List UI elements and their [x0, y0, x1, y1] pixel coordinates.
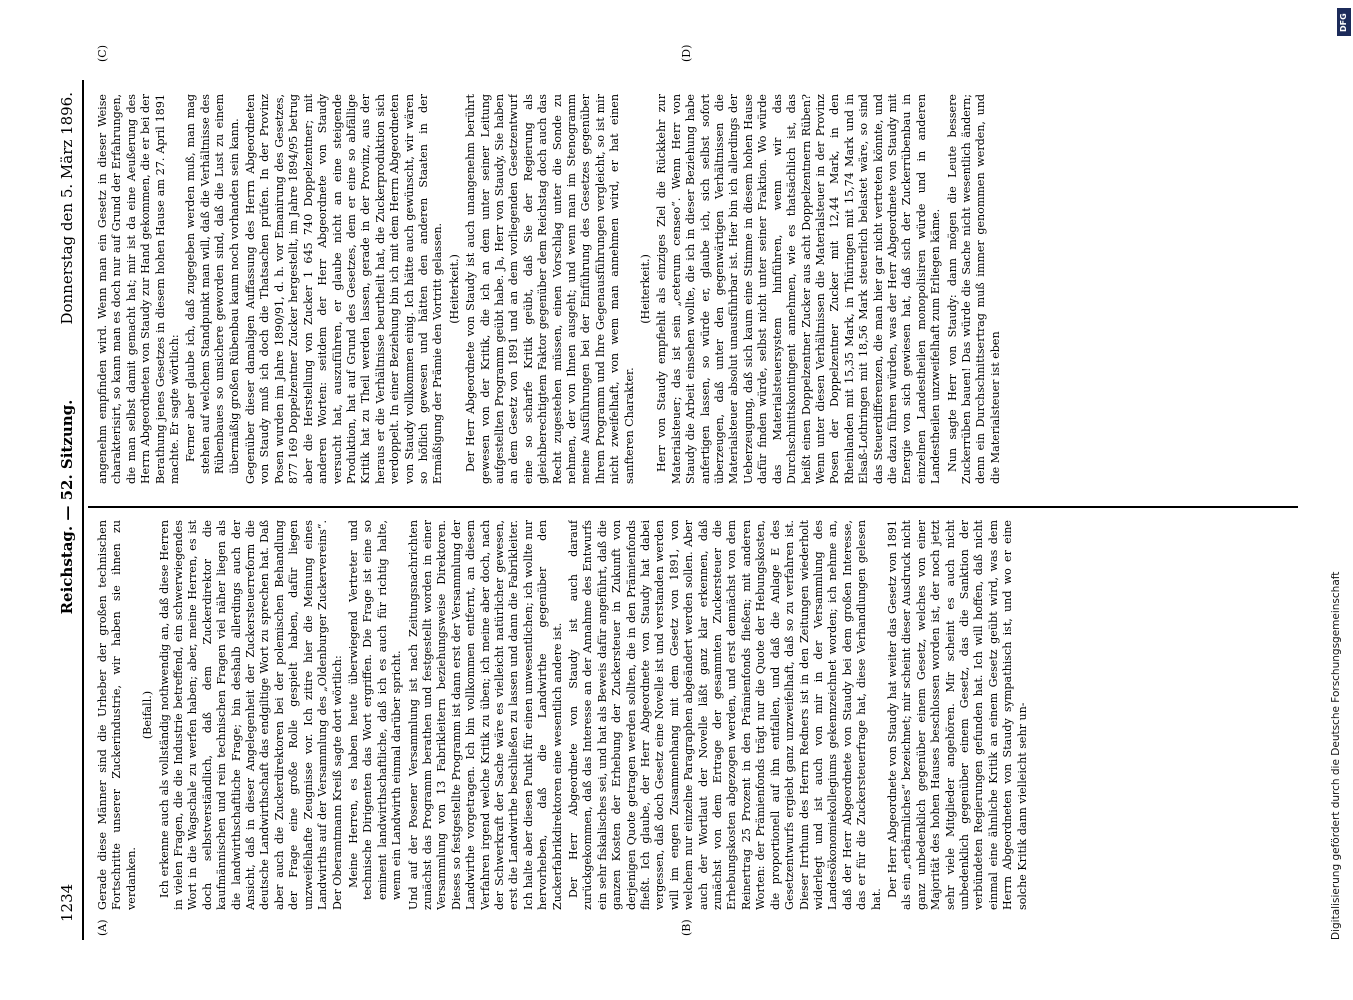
- session-title: Reichstag. — 52. Sitzung.: [58, 399, 76, 615]
- dfg-logo: [1337, 8, 1351, 36]
- interjection: (Heiterkeit.): [639, 254, 653, 324]
- running-header: [58, 92, 80, 922]
- right-text-column: [96, 94, 1296, 484]
- left-text-column: [96, 520, 1296, 910]
- session-date: Donnerstag den 5. März 1896.: [58, 92, 76, 325]
- header-rule: [82, 80, 84, 940]
- page-number: 1234: [58, 883, 76, 922]
- margin-marker-d: (D): [680, 44, 693, 62]
- paragraph: Ich erkenne auch als vollständig nothwendig an, daß diese Herren in vielen Fragen, die die Industrie betreffend, ein schwerwiegendes Wort in die Wagschale zu werfen haben; aber, meine Herren, es ist doch selbstverständlich, daß dem Zuckerdirektor die kaufmännischen und rein technischen Fragen viel näher liegen als die landwirthschaftliche Frage; bin deshalb allerdings auch der Ansicht, daß in dieser Angelegenheit der Zuckersteuerreform die deutsche Landwirthschaft das endgiltige Wort zu sprechen hat. Daß aber auch die Zuckerdirektoren bei der polemischen Behandlung der Frage eine große Rolle gespielt haben, dafür liegen unzweifelhafte Zeugnisse vor. Ich zitire hier die Meinung eines Landwirths auf der Versammlung des „Oldenburger Zuckervereins“. Der Oberamtmann Kreiß sagte dort wörtlich:: [157, 520, 344, 910]
- paragraph: Gerade diese Männer sind die Urheber der großen technischen Fortschritte unserer Zuckerindustrie, wir haben sie ihnen zu verdanken.: [96, 520, 138, 910]
- paragraph: Der Herr Abgeordnete von Staudy ist auch darauf zurückgekommen, daß das Interesse an der Annahme des Entwurfs ein sehr fiskalisches sei, und hat als Beweis dafür angeführt, daß die ganzen Kosten der Erhebung der Zuckersteuer in Zukunft von derjenigen Quote getragen werden sollten, die in den Prämienfonds fließt. Ich glaube, der Herr Abgeordnete von Staudy hat dabei vergessen, daß doch Gesetz eine Novelle ist und verstanden werden will im engen Zusammenhang mit dem Gesetz von 1891, von welchem nur einzelne Paragraphen abgeändert werden sollen. Aber auch der Wortlaut der Novelle läßt ganz klar erkennen, daß zunächst von dem Ertrage der gesammten Zuckersteuer die Erhebungskosten abgezogen werden, und erst demnächst von dem Reinertrag 25 Prozent in den Prämienfonds fließen; mit anderen Worten: der Prämienfonds trägt nur die Quote der Hebungskosten, die proportionell auf ihn entfallen, und daß die Anlage E des Gesetzentwurfs ergiebt ganz unzweifelhaft, daß so zu verfahren ist. Dieser Irrthum des Herrn Redners ist in den Zeitungen wiederholt widerlegt und ist auch von mir in der Versammlung des Landesökonomiekollegiums gekennzeichnet worden; ich nehme an, daß der Herr Abgeordnete von Staudy bei dem großen Interesse, das er für die Zuckersteuerfrage hat, diese Verhandlungen gelesen hat.: [567, 520, 883, 910]
- paragraph: Meine Herren, es haben heute überwiegend Vertreter und technische Dirigenten das Wort ergriffen. Die Frage ist eine so eminent landwirthschaftliche, daß ich es auch für richtig halte, wenn ein Landwirth einmal darüber spricht.: [346, 520, 404, 900]
- margin-marker-b: (B): [680, 919, 693, 936]
- paragraph: Der Herr Abgeordnete von Staudy ist auch unangenehm berührt gewesen von der Kritik, die ich an dem unter seiner Leitung aufgestellten Programm geübt habe. Ja, Herr von Staudy, Sie haben an dem Gesetz von 1891 und an dem vorliegenden Gesetzentwurf eine so scharfe Kritik geübt, daß Sie der Regierung als gleichberechtigtem Faktor gegenüber dem Reichstag doch auch das Recht zugestehen müssen, einen Vorschlag unter die Sonde zu nehmen, der von Ihnen ausgeht; und wenn man im Stenogramm meine Ausführungen bei der Einführung des Gesetzes gegenüber Ihrem Programm und Ihre Gegenausführungen vergleicht, so ist mir nicht zweifelhaft, von wem man annehmen wird, er hat einen sanfteren Charakter.: [464, 94, 636, 484]
- paragraph: Herr von Staudy empfiehlt als einziges Ziel die Rückkehr zur Materialsteuer; das ist sein „ceterum censeo“. Wenn Herr von Staudy die Arbeit einsehen wollte, die ich in dieser Beziehung habe anfertigen lassen, so würde er, glaube ich, sich selbst sofort überzeugen, daß unter den gegenwärtigen Verhältnissen die Materialsteuer absolut unausführbar ist. Hier bin ich allerdings der Ueberzeugung, daß sich kaum eine Stimme in diesem hohen Hause dafür finden würde, selbst nicht unter seiner Fraktion. Wo würde das Materialsteuersystem hinführen, wenn wir das Durchschnittskontingent annehmen, wie es thatsächlich ist, das heißt einen Doppelzentner Zucker aus acht Doppelzentnern Rüben? Wenn unter diesen Verhältnissen die Materialsteuer in der Provinz Posen der Doppelzentner Zucker mit 12,44 Mark, in den Rheinlanden mit 15,35 Mark, in Thüringen mit 15,74 Mark und in Elsaß-Lothringen mit 18,56 Mark steuerlich belastet wäre, so sind das Steuerdifferenzen, die man hier gar nicht vertreten könnte, und die dazu führen würden, was der Herr Abgeordnete von Staudy mit Energie von sich gewiesen hat, daß sich der Zuckerrübenbau in einzelnen Landestheilen monopolisiren würde und in anderen Landestheilen unzweifelhaft zum Erliegen käme.: [655, 94, 943, 484]
- paragraph: angenehm empfinden wird. Wenn man ein Gesetz in dieser Weise charakterisirt, so kann man es doch nur auf Grund der Erfahrungen, die man selbst damit gemacht hat; mir ist da eine Aeußerung des Herrn Abgeordneten von Staudy zur Hand gekommen, die er bei der Berathung jenes Gesetzes in diesem hohen Hause am 27. April 1891 machte. Er sagte wörtlich:: [96, 94, 182, 484]
- margin-marker-c: (C): [96, 45, 109, 62]
- interjection: (Beifall.): [141, 690, 155, 740]
- paragraph: Nun sagte Herr von Staudy: dann mögen die Leute bessere Zuckerrüben bauen! Das würde die Sache nicht wesentlich ändern; denn ein Durchschnittsertrag muß immer genommen werden, und die Materialsteuer ist eben: [945, 94, 1002, 484]
- paragraph: Der Herr Abgeordnete von Staudy hat weiter das Gesetz von 1891 als ein „erbärmliches“ bezeichnet; mir scheint dieser Ausdruck nicht ganz unbedenklich gegenüber einem Gesetz, welches von einer Majorität des hohen Hauses beschlossen worden ist, der noch jetzt sehr viele Mitglieder angehören. Mir scheint es auch nicht unbedenklich gegenüber einem Gesetz, das die Sanktion der verbündeten Regierungen gefunden hat. Ich will hoffen, daß nicht einmal eine ähnliche Kritik an einem Gesetz geübt wird, was dem Herrn Abgeordneten von Staudy sympathisch ist, und wo er eine solche Kritik dann vielleicht sehr un-: [885, 520, 1029, 910]
- dfg-logo-text: DFG: [1339, 13, 1348, 32]
- column-divider: [88, 506, 1298, 508]
- margin-marker-a: (A): [96, 919, 109, 936]
- interjection: (Heiterkeit.): [447, 254, 461, 324]
- paragraph: Und auf der Posener Versammlung ist nach Zeitungsnachrichten zunächst das Programm berathen und festgestellt worden in einer Versammlung von 13 Fabrikleitern beziehungsweise Direktoren. Dieses so festgestellte Programm ist dann erst der Versammlung der Landwirthe vorgetragen. Ich bin vollkommen entfernt, an diesem Verfahren irgend welche Kritik zu üben; ich meine aber doch, nach der Schwerkraft der Sache wäre es vielleicht natürlicher gewesen, erst die Landwirthe beschließen zu lassen und dann die Fabrikleiter. Ich halte aber diesen Punkt für einen unwesentlichen; ich wollte nur hervorheben, daß die Landwirthe gegenüber den Zuckerfabrikdirektoren eine wesentlich andere ist.: [406, 520, 564, 910]
- digitization-credit: Digitalisierung gefördert durch die Deutsche Forschungsgemeinschaft: [1330, 571, 1342, 940]
- paragraph: Gegenüber dieser damaligen Auffassung des Herrn Abgeordneten von Staudy muß ich doch die Thatsachen prüfen. In der Provinz Posen wurden im Jahre 1890/91, d. h. vor Emanirung des Gesetzes, 877 169 Doppelzentner Zucker hergestellt, im Jahre 1894/95 betrug aber die Herstellung von Zucker 1 645 740 Doppelzentner; mit anderen Worten: seitdem der Herr Abgeordnete von Staudy versucht hat, auszuführen, er glaube nicht an eine steigende Produktion, hat auf Grund des Gesetzes, dem er eine so abfällige Kritik hat zu Theil werden lassen, gerade in der Provinz, aus der heraus er die Verhältnisse beurtheilt hat, die Zuckerproduktion sich verdoppelt. In einer Beziehung bin ich mit dem Herrn Abgeordneten von Staudy vollkommen einig. Ich hätte auch gewünscht, wir wären so höflich gewesen und hätten den anderen Staaten in der Ermäßigung der Prämie den Vortritt gelassen.: [244, 94, 445, 484]
- paragraph: Ferner aber glaube ich, daß zugegeben werden muß, man mag stehen auf welchem Standpunkt man will, daß die Verhältnisse des Rübenbaues so unsichere geworden sind, daß die Lust zu einem übermäßig großen Rübenbau kaum noch vorhanden sein kann.: [184, 94, 241, 474]
